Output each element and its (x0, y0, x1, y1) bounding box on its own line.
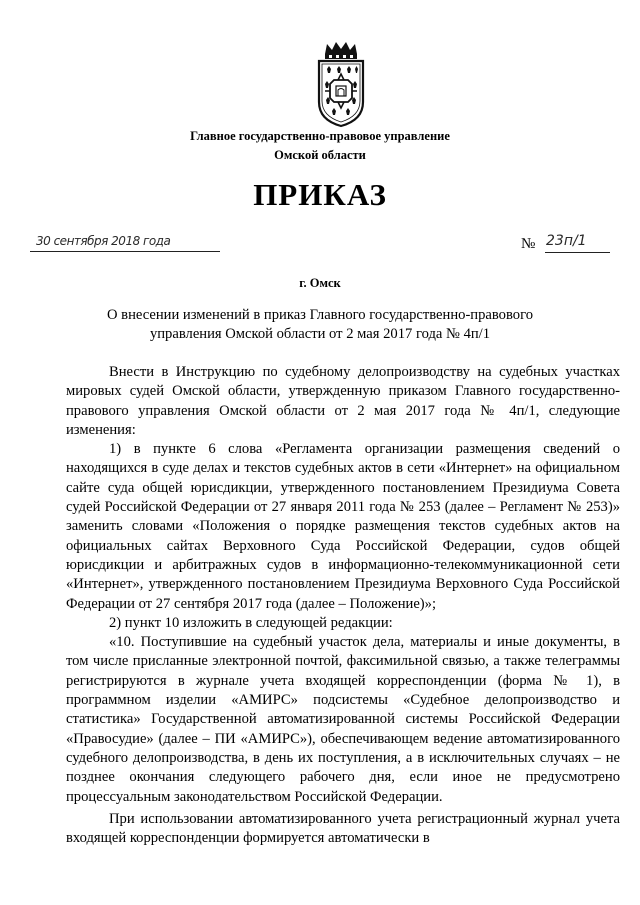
subject-line-1: О внесении изменений в приказ Главного государственно-правового (106, 307, 533, 323)
subject-line-2: управления Омской области от 2 мая 2017 года № 4п/1 (149, 326, 491, 342)
body-paragraph: «10. Поступившие на судебный участок дела, материалы и иные документы, в том числе присланные электронной почтой, факсимильной связью, а также телеграммы регистрируются в журнале учета входящей корреспонденции (форма № 1), в программном изделии «АМИРС» подсистемы «Судебное делопроизводство и статистика» Государственной автоматизированной системы Российской Федерации «Правосудие» (далее – ПИ «АМИРС»), обеспечивающем ведение автоматизированного судебного делопроизводства, в день их поступления, а в исключительных случаях – не позднее окончания следующего рабочего дня, если иное не предусмотрено процессуальным законодательством Российской Федерации. (66, 634, 620, 805)
handwritten-order-number: 23п/1 (546, 233, 587, 249)
body-paragraph: 1) в пункте 6 слова «Регламента организации размещения сведений о находящихся в суде делах и текстов судебных актов в сети «Интернет» на официальном сайте суда общей юрисдикции, утвержденного постановлением Президиума Совета судей Российской Федерации от 27 января 2011 года № 253 (далее – Регламент № 253)» заменить словами «Положения о порядке размещения текстов судебных актов на официальных сайтах Верховного Суда Российской Федерации, судов общей юрисдикции и арбитражных судов в информационно-телекоммуникационной сети «Интернет», утвержденного постановлением Президиума Верховного Суда Российской Федерации от 27 сентября 2017 года (далее – Положение)»; (66, 441, 620, 612)
body-paragraph: 2) пункт 10 изложить в следующей редакции: (109, 614, 393, 631)
order-number-label: № (521, 236, 536, 252)
document-title: ПРИКАЗ (253, 177, 387, 212)
coat-of-arms-omsk-icon (303, 40, 379, 130)
body-paragraph: Внести в Инструкцию по судебному делопроизводству на судебных участках мировых судей Омской области, утвержденную приказом Главного государственно-правового управления Омской области от 2 мая 2017 года № 4п/1, следующие изменения: (66, 364, 620, 438)
handwritten-date: 30 сентября 2018 года (36, 234, 171, 248)
number-underline (545, 252, 610, 253)
city-name: г. Омск (299, 276, 341, 290)
agency-line-2: Омской области (274, 148, 366, 162)
document-body (66, 363, 620, 848)
agency-name (0, 127, 640, 165)
date-underline (30, 251, 220, 252)
body-paragraph: При использовании автоматизированного учета регистрационный журнал учета входящей корреспонденции формируется автоматически в (66, 810, 620, 847)
order-subject (60, 306, 580, 344)
agency-line-1: Главное государственно-правовое управление (190, 129, 450, 143)
